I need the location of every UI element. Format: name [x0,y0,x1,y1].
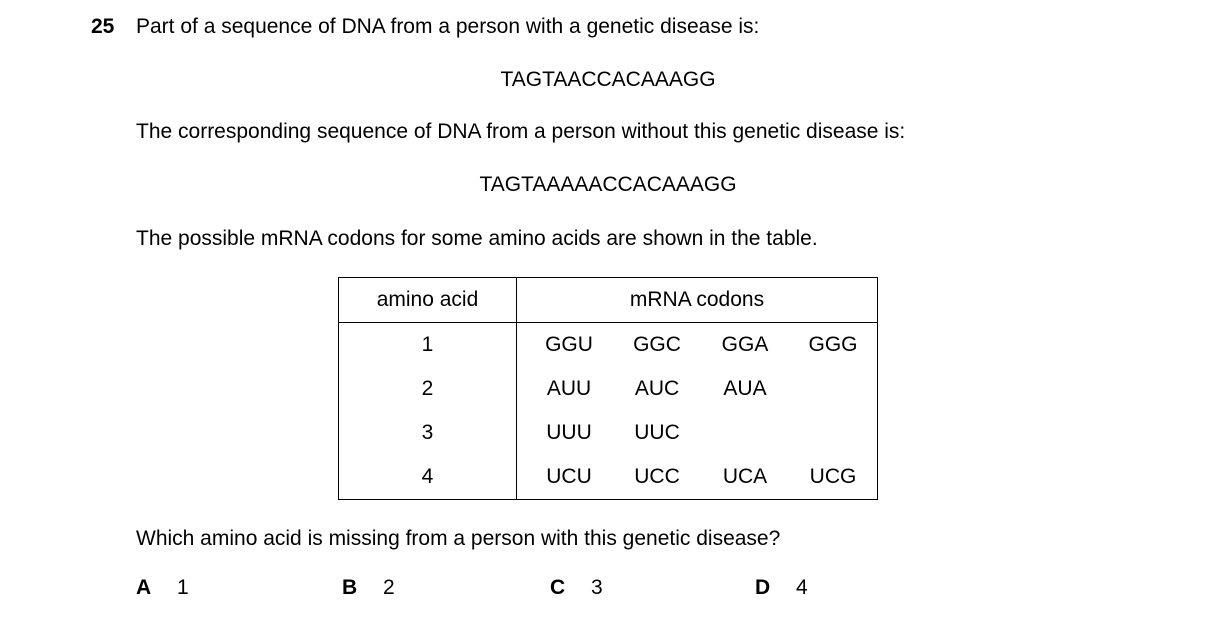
dna-sequence-disease: TAGTAACCACAAAGG [500,68,716,91]
codon-cell [701,421,789,445]
corresponding-text: The corresponding sequence of DNA from a person without this genetic disease is: [136,120,906,143]
option-letter: A [136,576,152,599]
option-letter: C [550,576,566,599]
amino-acid-cell: 4 [339,455,517,500]
option-b[interactable] [342,576,395,600]
option-value: 2 [383,576,395,599]
question-prompt: Which amino acid is missing from a person with this genetic disease? [136,527,781,550]
dna-sequence-normal: TAGTAAAAACCACAAAGG [479,173,737,196]
header-mrna-codons: mRNA codons [517,278,878,323]
option-letter: B [342,576,358,599]
table-row [339,323,878,368]
amino-acid-cell: 3 [339,411,517,455]
option-value: 1 [177,576,189,599]
amino-acid-cell: 1 [339,323,517,368]
codon-cell: UCU [546,465,592,488]
codon-cell: AUA [723,377,767,400]
codon-table [338,277,878,500]
codon-cell: GGU [545,333,593,356]
codon-cell [789,421,877,445]
option-letter: D [755,576,771,599]
codon-cell: GGA [721,333,769,356]
table-row [339,455,878,500]
codon-cell: UUC [634,421,680,444]
option-d[interactable] [755,576,808,600]
question-intro: Part of a sequence of DNA from a person with a genetic disease is: [136,15,760,38]
table-row [339,367,878,411]
codon-cell [789,377,877,401]
codon-cell: UCC [634,465,680,488]
codon-cell: UUU [546,421,592,444]
codon-cell: AUC [634,377,680,400]
table-intro-text: The possible mRNA codons for some amino acids are shown in the table. [136,227,818,250]
codon-cell: AUU [546,377,592,400]
codon-cell: UCA [722,465,768,488]
codon-cell: GGG [808,333,858,356]
codon-cell: UCG [809,465,857,488]
option-value: 4 [796,576,808,599]
table-row [339,411,878,455]
question-number: 25 [91,15,115,38]
amino-acid-cell: 2 [339,367,517,411]
option-a[interactable] [136,576,189,600]
option-value: 3 [591,576,603,599]
header-amino-acid: amino acid [339,278,517,323]
codon-cell: GGC [633,333,681,356]
option-c[interactable] [550,576,603,600]
